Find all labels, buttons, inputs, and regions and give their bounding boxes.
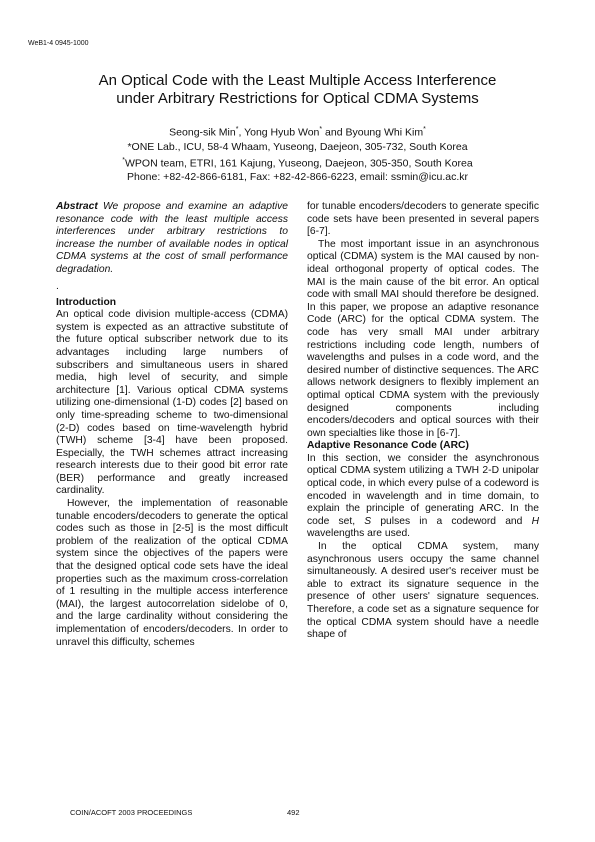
- contact-line: Phone: +82-42-866-6181, Fax: +82-42-866-6223, email: ssmin@icu.ac.kr: [126, 171, 468, 183]
- intro-paragraph-3: for tunable encoders/decoders to generate specific code sets have been presented in several papers [6-7].: [307, 201, 539, 238]
- arc-paragraph-2: In the optical CDMA system, many asynchronous users occupy the same channel simultaneously. A desired user's receiver must be able to extract its signature sequence in the presence of other users' signature sequences. Therefore, a code set as a signature sequence for the optical CDMA system should have a needle shape of: [307, 541, 539, 641]
- affiliation-2: *WPON team, ETRI, 161 Kajung, Yuseong, Daejeon, 305-350, South Korea: [122, 156, 473, 169]
- abstract-text: We propose and examine an adaptive resonance code with the least multiple access interferences under arbitrary restrictions to increase the number of available nodes in optical CDMA systems at the cost of small performance degradation.: [56, 201, 288, 275]
- intro-paragraph-1: An optical code division multiple-access (CDMA) system is expected as an attractive substitute of the future optical subscriber network due to its advantages including large numbers of subscribers and simultaneous users in shared media, high level of security, and simple architecture [1]. Various optical CDMA systems utilizing one-dimensional (1-D) codes [2] based on only time-spreading scheme to two-dimensional (2-D) codes based on time-wavelength hybrid (TWH) scheme [3-4] have been proposed. Especially, the TWH schemes attract increasing research interests due to their good bit error rate (BER) performance and greatly increased cardinality.: [56, 309, 288, 497]
- separator-dot: .: [56, 280, 59, 292]
- title-line-1: An Optical Code with the Least Multiple Access Interference: [98, 72, 497, 89]
- intro-paragraph-4: The most important issue in an asynchronous optical (CDMA) system is the MAI caused by non-ideal orthogonal property of optical codes. The MAI is the main cause of the bit error. An optical code with small MAI should therefore be designed. In this paper, we propose an adaptive resonance Code (ARC) for the optical CDMA system. The code has very small MAI under arbitrary restrictions including code length, numbers of wavelengths and pulses in a code word, and the desired number of distinctive sequences. The ARC allows network designers to flexibly implement an optimal optical CDMA system with the previously designed components including encoders/decoders and optical sources with their own specialties like those in [6-7].: [307, 238, 539, 439]
- affiliation-1: *ONE Lab., ICU, 58-4 Whaam, Yuseong, Daejeon, 305-732, South Korea: [127, 140, 468, 153]
- author-2: , Yong Hyub Won: [238, 126, 320, 139]
- author-3: and Byoung Whi Kim: [322, 126, 424, 139]
- intro-paragraph-2: However, the implementation of reasonable tunable encoders/decoders to generate the optical codes such as those in [2-5] is the most difficult problem of the realization of the optical CDMA system since the objectives of the papers were that the designed optical code sets have the ideal properties such as the maximum cross-correlation of 1 resulting in the multiple access interference (MAI), the largest autocorrelation sidelobe of 0, and the large cardinality without considering the implementation of encoders/decoders. In order to unravel this difficulty, schemes: [56, 498, 288, 648]
- author-mark-3: *: [423, 126, 426, 133]
- header-code: WeB1-4 0945-1000: [28, 40, 89, 47]
- title-line-2: under Arbitrary Restrictions for Optical CDMA Systems: [116, 90, 479, 107]
- arc-heading: Adaptive Resonance Code (ARC): [307, 440, 469, 452]
- author-1: Seong-sik Min: [169, 126, 236, 139]
- author-mark-2: *: [319, 126, 323, 133]
- footer-proceedings: COIN/ACOFT 2003 PROCEEDINGS: [70, 808, 193, 817]
- right-column: [307, 201, 539, 642]
- author-names: [0, 123, 595, 140]
- author-mark-1: *: [235, 126, 239, 133]
- arc-paragraph-1: In this section, we consider the asynchronous optical CDMA system utilizing a TWH 2-D unipolar optical code, in which every pulse of a codeword is encoded in wavelength and in time domain, to explain the principle of generating ARC. In the code set, S pulses in a codeword and H wavelengths are used.: [307, 452, 539, 540]
- paper-title: [0, 72, 595, 108]
- left-column: [56, 201, 288, 649]
- author-block: [0, 123, 595, 184]
- page-number: 492: [287, 808, 300, 817]
- abstract: [56, 201, 288, 277]
- intro-heading: Introduction: [56, 296, 117, 308]
- abstract-label: Abstract: [56, 201, 98, 212]
